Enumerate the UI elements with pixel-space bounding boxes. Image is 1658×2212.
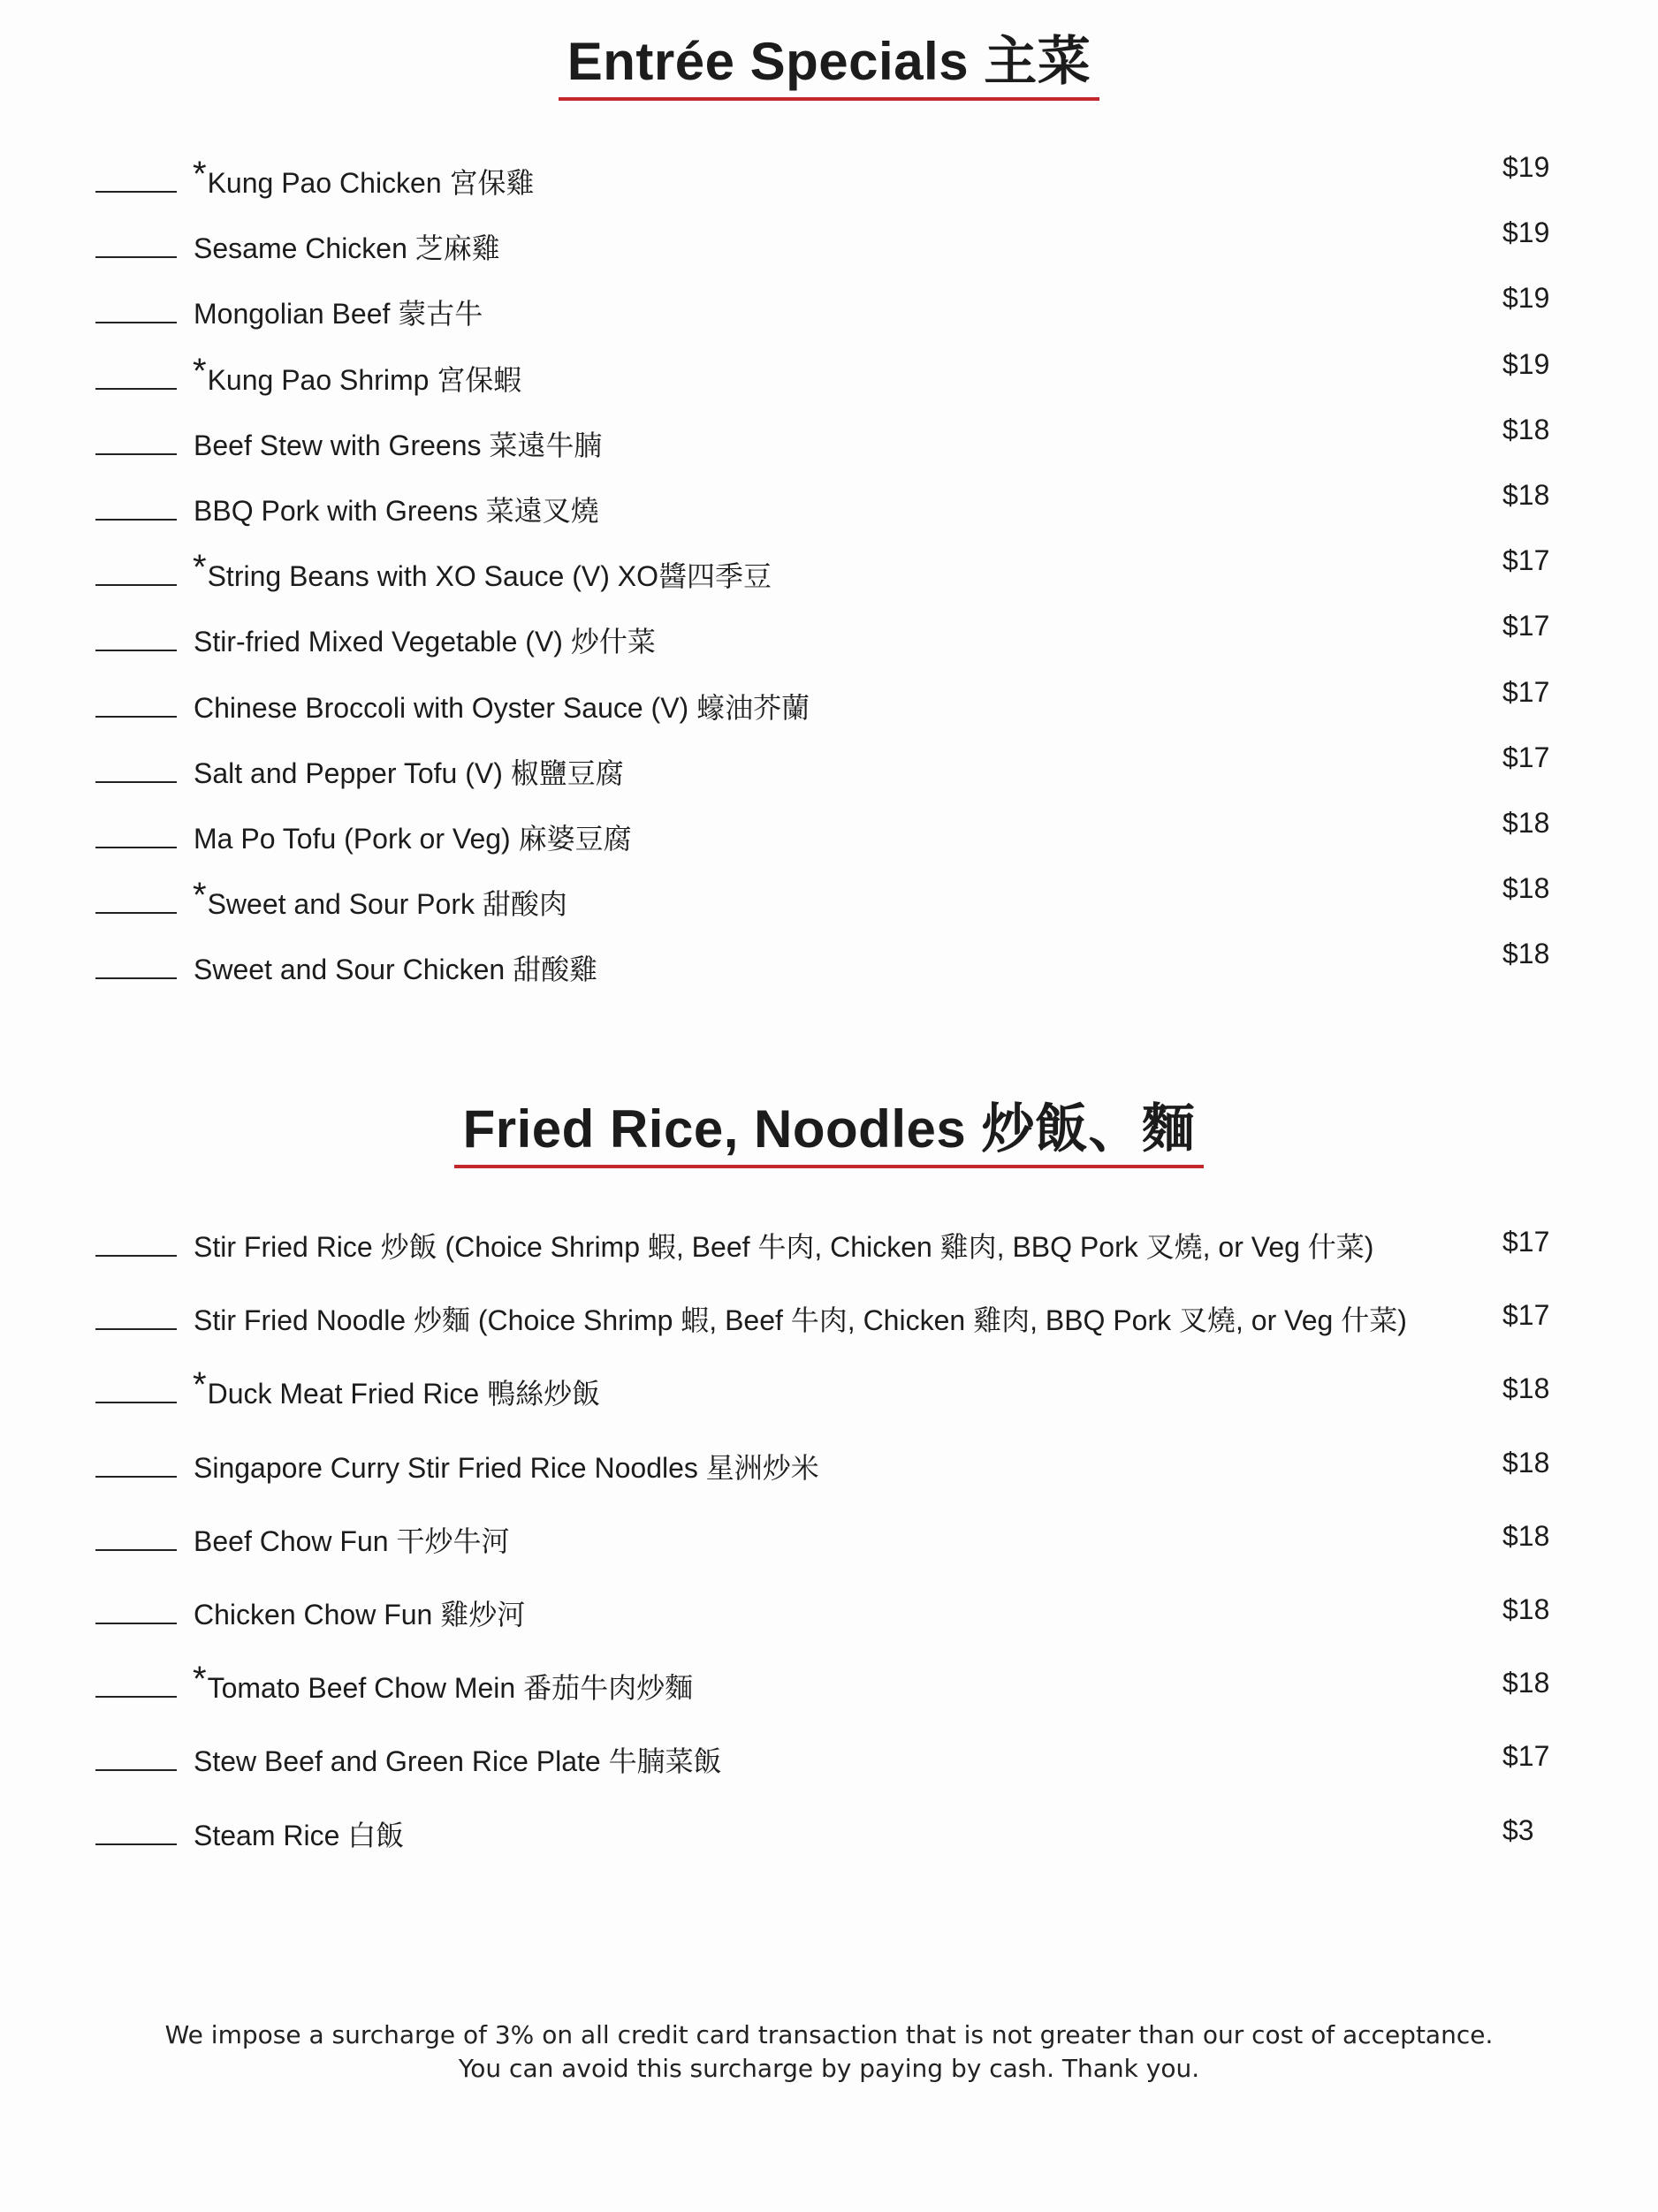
order-quantity-blank: [95, 1623, 177, 1624]
menu-item-label: Kung Pao Chicken 宮保雞: [207, 167, 535, 199]
menu-item-label: Stew Beef and Green Rice Plate 牛腩菜飯: [194, 1745, 722, 1778]
menu-item-name: [193, 1660, 694, 1707]
surcharge-notice: [0, 2018, 1658, 2086]
menu-item-price: $17: [1502, 675, 1550, 708]
order-quantity-blank: [95, 716, 177, 718]
menu-item-label: BBQ Pork with Greens 菜遠叉燒: [194, 495, 599, 527]
menu-item: [0, 1514, 1658, 1567]
order-quantity-blank: [95, 1549, 177, 1551]
menu-item-name: [193, 1521, 509, 1560]
menu-item: [0, 413, 1658, 471]
spicy-marker: *: [193, 1660, 207, 1699]
menu-item: [0, 1808, 1658, 1861]
menu-item-name: [193, 621, 656, 660]
menu-item-name: [193, 425, 602, 464]
menu-item: [0, 1734, 1658, 1787]
menu-item-name: [193, 1365, 601, 1412]
menu-item-label: Singapore Curry Stir Fried Rice Noodles 星洲炒米: [194, 1451, 819, 1484]
menu-item: [0, 479, 1658, 536]
order-quantity-blank: [95, 584, 177, 586]
order-quantity-blank: [95, 1843, 177, 1845]
entree-specials-title-text: Entrée Specials 主菜: [559, 35, 1100, 101]
menu-item-name: [193, 548, 772, 595]
order-quantity-blank: [95, 847, 177, 848]
menu-item: [0, 347, 1658, 406]
menu-item-name: [193, 1815, 404, 1854]
menu-item-name: [193, 1448, 819, 1486]
menu-item: [0, 610, 1658, 667]
menu-item-name: [193, 949, 597, 988]
menu-item: [0, 1661, 1658, 1714]
order-quantity-blank: [95, 519, 177, 521]
order-quantity-blank: [95, 191, 177, 193]
menu-item-name: [193, 876, 567, 923]
order-quantity-blank: [95, 322, 177, 323]
menu-item-price: $19: [1502, 282, 1550, 315]
spicy-marker: *: [193, 155, 207, 194]
menu-item-name: [193, 228, 500, 267]
menu-item-price: $18: [1502, 1446, 1550, 1478]
menu-item: [0, 741, 1658, 799]
order-quantity-blank: [95, 256, 177, 258]
menu-item-label: Tomato Beef Chow Mein 番茄牛肉炒麵: [207, 1672, 694, 1705]
menu-item: [0, 872, 1658, 930]
menu-item: [0, 807, 1658, 864]
spicy-marker: *: [193, 548, 207, 588]
menu-item-price: $18: [1502, 1593, 1550, 1625]
menu-item-price: $19: [1502, 151, 1550, 183]
fried-rice-noodles-title: [0, 1099, 1658, 1168]
menu-item: [0, 544, 1658, 602]
surcharge-notice-line-1: We impose a surcharge of 3% on all credit card transaction that is not greater than our cost of acceptance.: [164, 2020, 1494, 2049]
menu-item-price: $17: [1502, 1299, 1550, 1332]
menu-item-price: $17: [1502, 610, 1550, 642]
menu-item-price: $18: [1502, 938, 1550, 970]
menu-item-price: $17: [1502, 1740, 1550, 1773]
menu-item-label: Beef Chow Fun 干炒牛河: [194, 1524, 510, 1557]
menu-item-label: Chicken Chow Fun 雞炒河: [194, 1599, 526, 1630]
menu-item-label: Steam Rice 白飯: [194, 1819, 405, 1851]
menu-item: [0, 1293, 1658, 1346]
menu-item-price: $19: [1502, 217, 1550, 249]
menu-item-label: Sweet and Sour Chicken 甜酸雞: [194, 954, 598, 986]
menu-item-price: $18: [1502, 479, 1550, 511]
order-quantity-blank: [95, 1328, 177, 1330]
menu-item-name: [193, 351, 522, 399]
order-quantity-blank: [95, 388, 177, 390]
menu-item-name: [193, 1741, 722, 1780]
order-quantity-blank: [95, 1696, 177, 1698]
menu-item-label: Sweet and Sour Pork 甜酸肉: [207, 888, 567, 921]
spicy-marker: *: [193, 351, 207, 391]
menu-item-label: Ma Po Tofu (Pork or Veg) 麻婆豆腐: [194, 823, 632, 855]
order-quantity-blank: [95, 781, 177, 783]
menu-item-label: Salt and Pepper Tofu (V) 椒鹽豆腐: [194, 756, 624, 789]
menu-item: [0, 938, 1658, 995]
menu-item-price: $18: [1502, 807, 1550, 839]
spicy-marker: *: [193, 876, 207, 916]
order-quantity-blank: [95, 1476, 177, 1478]
menu-item-name: [193, 688, 810, 726]
spicy-marker: *: [193, 1365, 207, 1405]
order-quantity-blank: [95, 1255, 177, 1257]
menu-item: [0, 1366, 1658, 1419]
menu-item-price: $17: [1502, 1226, 1550, 1258]
menu-item: [0, 675, 1658, 734]
menu-item: [0, 282, 1658, 339]
menu-item-price: $18: [1502, 1519, 1550, 1552]
order-quantity-blank: [95, 453, 177, 455]
menu-item: [0, 217, 1658, 274]
menu-item: [0, 1440, 1658, 1494]
menu-item-price: $17: [1502, 741, 1550, 773]
menu-item-name: [193, 1227, 1373, 1266]
menu-item-label: Stir-fried Mixed Vegetable (V) 炒什菜: [194, 626, 656, 658]
menu-item-name: [193, 753, 624, 792]
menu-item-name: [193, 293, 483, 332]
menu-item-name: [193, 155, 535, 201]
menu-item-price: $18: [1502, 1372, 1550, 1405]
menu-item-label: Stir Fried Noodle 炒麵 (Choice Shrimp 蝦, Beef 牛肉, Chicken 雞肉, BBQ Pork 叉燒, or Veg 什菜): [194, 1304, 1407, 1337]
menu-item-name: [193, 818, 632, 857]
menu-item-price: $18: [1502, 413, 1550, 445]
menu-item-label: Chinese Broccoli with Oyster Sauce (V) 蠔油芥蘭: [194, 691, 810, 724]
menu-item-label: Duck Meat Fried Rice 鴨絲炒飯: [207, 1378, 601, 1410]
menu-item-name: [193, 490, 599, 529]
menu-item-label: String Beans with XO Sauce (V) XO醬四季豆: [207, 560, 772, 593]
menu-item: [0, 151, 1658, 209]
menu-item-price: $3: [1502, 1813, 1534, 1846]
order-quantity-blank: [95, 1402, 177, 1403]
order-quantity-blank: [95, 977, 177, 979]
menu-item-label: Kung Pao Shrimp 宮保蝦: [207, 363, 522, 396]
menu-item-price: $18: [1502, 872, 1550, 905]
order-quantity-blank: [95, 1769, 177, 1771]
order-quantity-blank: [95, 912, 177, 914]
menu-item-price: $18: [1502, 1667, 1550, 1699]
menu-item-name: [193, 1594, 525, 1633]
surcharge-notice-line-2: You can avoid this surcharge by paying by cash. Thank you.: [458, 2054, 1200, 2083]
menu-item-price: $19: [1502, 347, 1550, 380]
menu-item: [0, 1587, 1658, 1640]
fried-rice-noodles-title-text: Fried Rice, Noodles 炒飯、麵: [454, 1103, 1205, 1168]
order-quantity-blank: [95, 650, 177, 651]
menu-item-label: Mongolian Beef 蒙古牛: [194, 298, 483, 331]
menu-item-label: Stir Fried Rice 炒飯 (Choice Shrimp 蝦, Beef 牛肉, Chicken 雞肉, BBQ Pork 叉燒, or Veg 什菜): [194, 1231, 1374, 1263]
menu-item: [0, 1220, 1658, 1273]
menu-item-label: Beef Stew with Greens 菜遠牛腩: [194, 429, 603, 461]
menu-item-price: $17: [1502, 544, 1550, 577]
menu-item-name: [193, 1300, 1407, 1339]
entree-specials-title: [0, 32, 1658, 101]
menu-item-label: Sesame Chicken 芝麻雞: [194, 232, 500, 265]
